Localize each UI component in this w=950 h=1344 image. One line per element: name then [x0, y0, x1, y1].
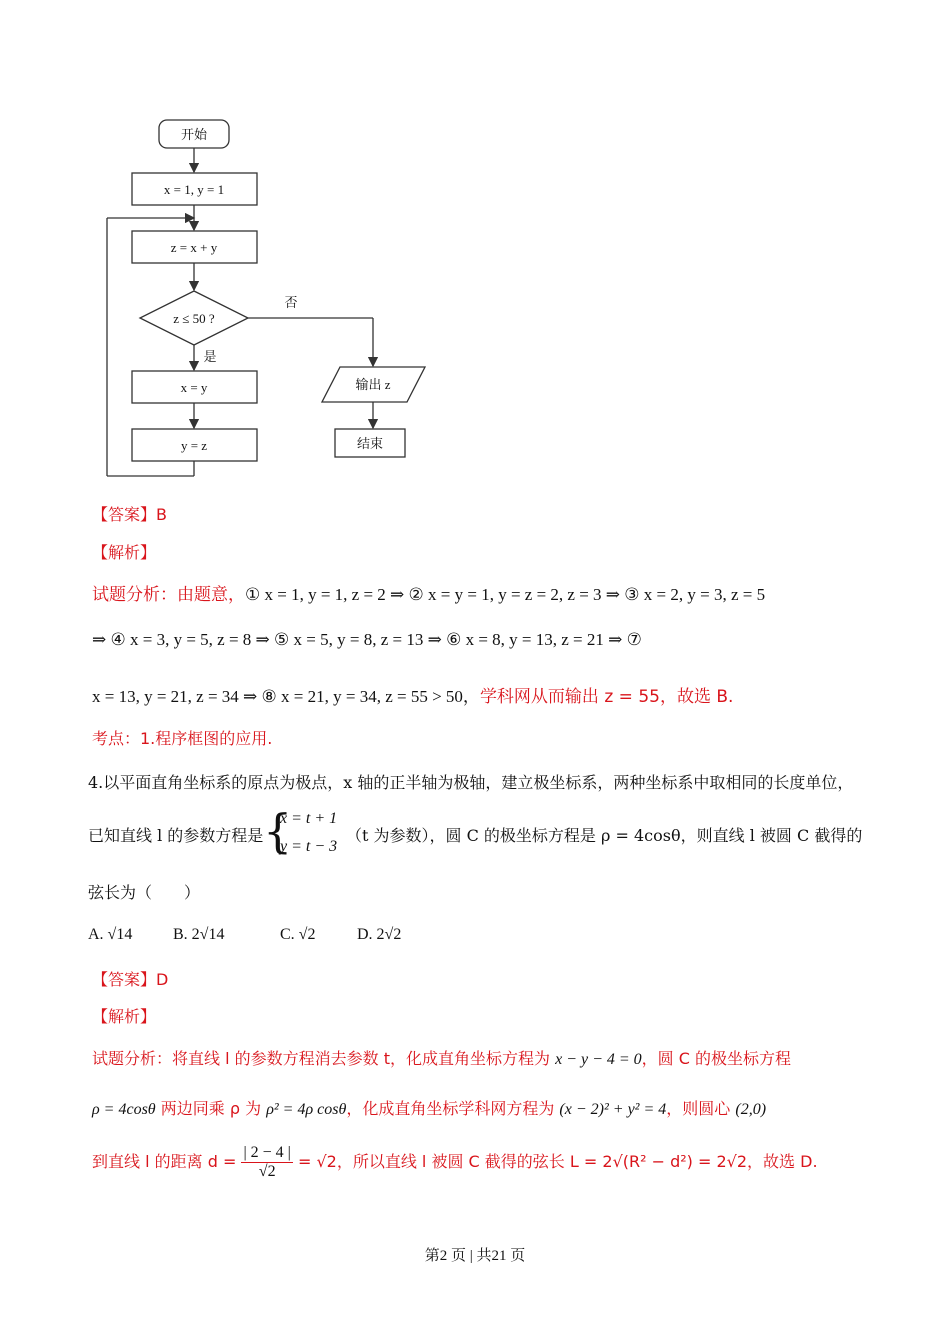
q4-option-d: D. 2√2 — [357, 926, 402, 943]
q4-stem-line-1: 4.以平面直角坐标系的原点为极点，x 轴的正半轴为极轴，建立极坐标系，两种坐标系中取相同的长度单位， — [88, 773, 854, 792]
no-label: 否 — [284, 295, 298, 310]
q4-stem-line-2a: 已知直线 l 的参数方程是 — [88, 826, 264, 845]
q4-analysis-heading: 【解析】 — [92, 1007, 157, 1026]
q4-solution-line-2 — [92, 1096, 766, 1119]
system-equation-1: x = t + 1 — [280, 810, 338, 827]
q4-stem-line-2b: （t 为参数），圆 C 的极坐标方程是 ρ = 4cosθ，则直线 l 被圆 C 截得的 — [346, 826, 863, 845]
q4-option-c: C. √2 — [280, 926, 316, 943]
init-label: x = 1, y = 1 — [163, 182, 225, 197]
system-brace: { — [263, 804, 293, 858]
q3-solution-label: 试题分析：由题意， — [92, 585, 245, 605]
q4-solution-math-1: x − y − 4 = 0 — [555, 1051, 642, 1068]
yes-label: 是 — [203, 349, 217, 364]
q3-solution-line-1 — [92, 580, 765, 605]
q4-solution-math-2d: (2,0) — [735, 1101, 767, 1118]
q4-solution-text-1b: ，圆 C 的极坐标方程 — [641, 1049, 792, 1068]
program-flowchart — [95, 110, 455, 490]
q4-solution-text-3b: = √2，所以直线 l 被圆 C 截得的弦长 L = 2√(R² − d²) = 2√2，故选 D. — [292, 1152, 818, 1171]
q4-stem-line-3: 弦长为（ ） — [88, 883, 201, 902]
fraction-numerator: | 2 − 4 | — [243, 1144, 291, 1161]
q3-solution-math-3: x = 13, y = 21, z = 34 ⇒ ⑧ x = 21, y = 34, z = 55 > 50， — [92, 687, 480, 706]
q4-solution-text-3a: 到直线 l 的距离 d = — [92, 1152, 242, 1171]
q3-solution-math-2: ⇒ ④ x = 3, y = 5, z = 8 ⇒ ⑤ x = 5, y = 8, z = 13 ⇒ ⑥ x = 8, y = 13, z = 21 ⇒ ⑦ — [92, 630, 642, 649]
output-label: 输出 z — [355, 377, 391, 392]
assign-x-label: x = y — [180, 380, 208, 395]
end-label: 结束 — [356, 436, 384, 451]
condition-label: z ≤ 50 ? — [173, 311, 215, 326]
q4-option-b: B. 2√14 — [173, 926, 225, 943]
assign-y-label: y = z — [180, 438, 208, 453]
q3-answer: 【答案】B — [92, 505, 167, 524]
q3-solution-conclusion: 学科网从而输出 z = 55，故选 B. — [479, 687, 734, 707]
q4-solution-math-2a: ρ = 4cosθ — [92, 1101, 156, 1118]
fraction-denominator: √2 — [258, 1163, 276, 1180]
distance-fraction — [241, 1144, 292, 1181]
q4-solution-text-2a: 两边同乘 ρ 为 — [155, 1099, 267, 1118]
q4-answer: 【答案】D — [92, 970, 169, 989]
q4-option-a: A. √14 — [88, 926, 133, 943]
q3-analysis-heading: 【解析】 — [92, 543, 157, 562]
q4-solution-line-3 — [92, 1144, 818, 1181]
q4-solution-math-2c: (x − 2)² + y² = 4 — [559, 1101, 667, 1118]
start-label: 开始 — [180, 127, 208, 142]
q4-solution-line-1 — [92, 1046, 791, 1069]
system-equation-2: y = t − 3 — [280, 838, 338, 855]
q3-solution-math-1: ① x = 1, y = 1, z = 2 ⇒ ② x = y = 1, y = z = 2, z = 3 ⇒ ③ x = 2, y = 3, z = 5 — [245, 585, 766, 604]
assign-z-label: z = x + y — [170, 240, 218, 255]
q3-kaodian: 考点：1.程序框图的应用. — [92, 729, 273, 748]
q4-solution-text-2c: ，则圆心 — [666, 1099, 736, 1118]
q4-solution-text-2b: ，化成直角坐标学科网方程为 — [346, 1099, 560, 1118]
q3-solution-line-3 — [92, 682, 733, 707]
q4-solution-text-1a: 试题分析：将直线 l 的参数方程消去参数 t，化成直角坐标方程为 — [92, 1049, 556, 1068]
q4-solution-math-2b: ρ² = 4ρ cosθ — [266, 1101, 347, 1118]
page-footer: 第2 页 | 共21 页 — [424, 1248, 526, 1264]
